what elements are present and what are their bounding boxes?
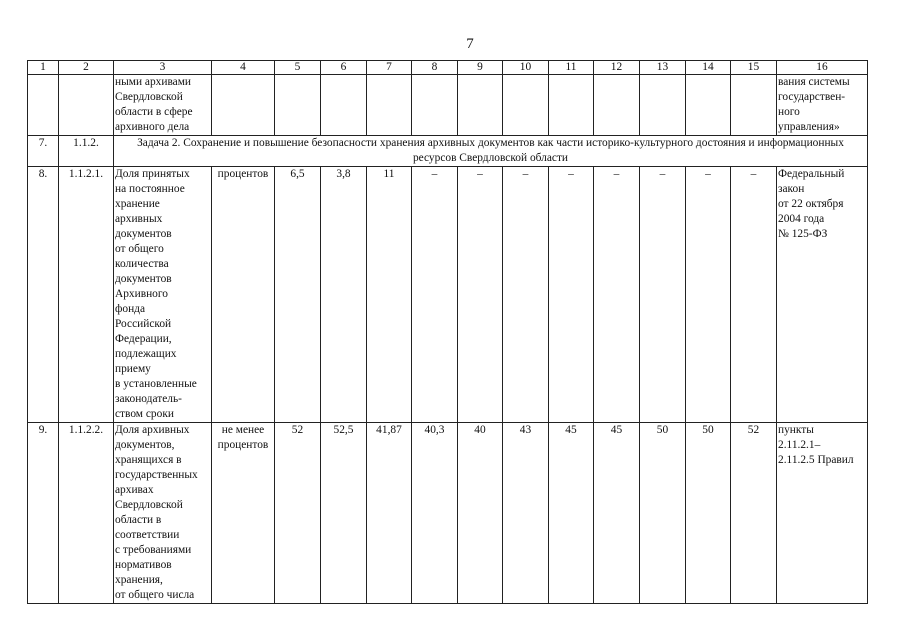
value-cell: 52 bbox=[731, 423, 777, 604]
column-number: 9 bbox=[458, 61, 503, 75]
empty-cell bbox=[212, 75, 275, 136]
column-number: 1 bbox=[28, 61, 59, 75]
indicators-table bbox=[27, 60, 868, 604]
column-number: 12 bbox=[594, 61, 640, 75]
source-cell: пункты 2.11.2.1– 2.11.2.5 Правил bbox=[777, 423, 868, 604]
column-number: 4 bbox=[212, 61, 275, 75]
table-row bbox=[28, 423, 868, 604]
column-number: 2 bbox=[59, 61, 114, 75]
row-number: 8. bbox=[28, 167, 59, 423]
value-cell: 50 bbox=[640, 423, 686, 604]
value-cell: 43 bbox=[503, 423, 549, 604]
column-number: 5 bbox=[275, 61, 321, 75]
empty-cell bbox=[321, 75, 367, 136]
value-cell: 40,3 bbox=[412, 423, 458, 604]
column-number: 6 bbox=[321, 61, 367, 75]
value-cell: – bbox=[594, 167, 640, 423]
value-cell: 40 bbox=[458, 423, 503, 604]
value-cell: – bbox=[640, 167, 686, 423]
source-cell: вания системы государствен- ного управления» bbox=[777, 75, 868, 136]
unit-cell: процентов bbox=[212, 167, 275, 423]
unit-cell: не менее процентов bbox=[212, 423, 275, 604]
empty-cell bbox=[594, 75, 640, 136]
indicator-name-cell: ными архивами Свердловской области в сфере архивного дела bbox=[114, 75, 212, 136]
source-cell: Федеральный закон от 22 октября 2004 года № 125-ФЗ bbox=[777, 167, 868, 423]
empty-cell bbox=[686, 75, 731, 136]
column-number: 7 bbox=[367, 61, 412, 75]
empty-cell bbox=[28, 75, 59, 136]
task-row bbox=[28, 136, 868, 167]
indicator-name-cell: Доля принятых на постоянное хранение архивных документов от общего количества документов Архивного фонда Российской Федерации, подлежащих приему в установленные законодатель- ством сроки bbox=[114, 167, 212, 423]
value-cell: – bbox=[458, 167, 503, 423]
empty-cell bbox=[367, 75, 412, 136]
column-number-row bbox=[28, 61, 868, 75]
row-code: 1.1.2. bbox=[59, 136, 114, 167]
column-number: 11 bbox=[549, 61, 594, 75]
row-code: 1.1.2.1. bbox=[59, 167, 114, 423]
empty-cell bbox=[640, 75, 686, 136]
value-cell: 45 bbox=[594, 423, 640, 604]
column-number: 13 bbox=[640, 61, 686, 75]
value-cell: – bbox=[412, 167, 458, 423]
table-row bbox=[28, 167, 868, 423]
value-cell: 3,8 bbox=[321, 167, 367, 423]
value-cell: 11 bbox=[367, 167, 412, 423]
task-title: Задача 2. Сохранение и повышение безопасности хранения архивных документов как части историко-культурного достояния и информационных ресурсов Свердловской области bbox=[114, 136, 868, 167]
value-cell: 50 bbox=[686, 423, 731, 604]
value-cell: 45 bbox=[549, 423, 594, 604]
column-number: 16 bbox=[777, 61, 868, 75]
value-cell: – bbox=[686, 167, 731, 423]
empty-cell bbox=[503, 75, 549, 136]
value-cell: – bbox=[549, 167, 594, 423]
value-cell: – bbox=[731, 167, 777, 423]
empty-cell bbox=[275, 75, 321, 136]
empty-cell bbox=[458, 75, 503, 136]
row-code: 1.1.2.2. bbox=[59, 423, 114, 604]
value-cell: 41,87 bbox=[367, 423, 412, 604]
value-cell: – bbox=[503, 167, 549, 423]
column-number: 14 bbox=[686, 61, 731, 75]
column-number: 10 bbox=[503, 61, 549, 75]
empty-cell bbox=[412, 75, 458, 136]
indicator-name-cell: Доля архивных документов, хранящихся в государственных архивах Свердловской области в соответствии с требованиями нормативов хранения, от общего числа bbox=[114, 423, 212, 604]
column-number: 8 bbox=[412, 61, 458, 75]
column-number: 15 bbox=[731, 61, 777, 75]
row-number: 9. bbox=[28, 423, 59, 604]
value-cell: 6,5 bbox=[275, 167, 321, 423]
continuation-row bbox=[28, 75, 868, 136]
empty-cell bbox=[59, 75, 114, 136]
row-number: 7. bbox=[28, 136, 59, 167]
column-number: 3 bbox=[114, 61, 212, 75]
empty-cell bbox=[731, 75, 777, 136]
value-cell: 52,5 bbox=[321, 423, 367, 604]
empty-cell bbox=[549, 75, 594, 136]
value-cell: 52 bbox=[275, 423, 321, 604]
page-number: 7 bbox=[466, 36, 474, 52]
